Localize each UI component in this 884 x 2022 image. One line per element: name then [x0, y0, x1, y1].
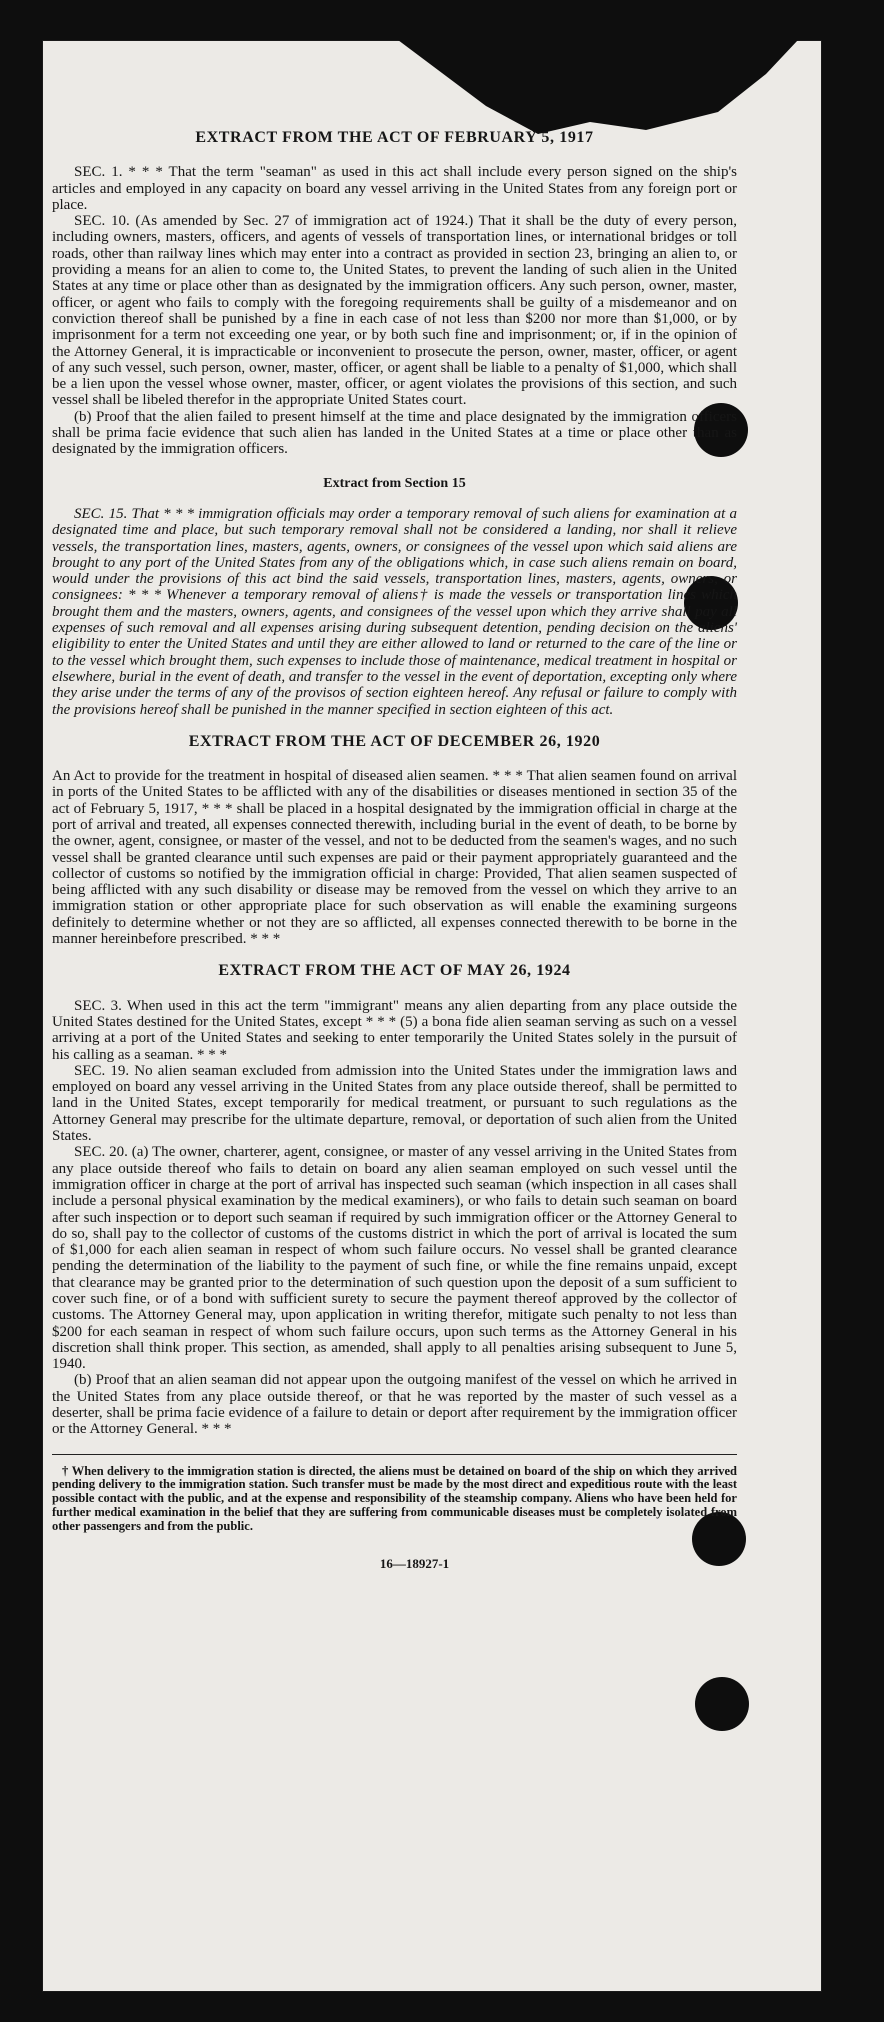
- punch-hole: [695, 1677, 749, 1731]
- footnote-text: † When delivery to the immigration station is directed, the aliens must be detained on board of the ship on which they arrived pending delivery to the immigration station. Such transfer must be made by the most direct and expeditious route with the least possible contact with the public, and at the expense and responsibility of the steamship company. Aliens who have been held for further medical examination in the belief that they are suffering from communicable diseases must be completely isolated from other passengers and from the public.: [52, 1463, 737, 1533]
- sec-20-a-paragraph: SEC. 20. (a) The owner, charterer, agent, consignee, or master of any vessel arriving in the United States from any place outside thereof who fails to detain on board any alien seaman employed on such vessel until the immigration officer in charge at the port of arrival has inspected such seaman (which inspection in all cases shall include a personal physical examination by the medical examiners), or who fails to detain such seaman on board after such inspection or to deport such seaman if required by such immigration officer or the Attorney General to do so, shall pay to the collector of customs of the customs district in which the port of arrival is located the sum of $1,000 for each alien seaman in respect of whom such failure occurs. No vessel shall be granted clearance pending the determination of the liability to the payment of such fine, or while the fine remains unpaid, except that clearance may be granted prior to the determination of such question upon the deposit of a sum sufficient to cover such fine, or of a bond with sufficient surety to secure the payment thereof approved by the collector of customs. The Attorney General may, upon application in writing therefor, mitigate such penalty to not less than $200 for each seaman in respect of whom such failure occurs, upon such terms as the Attorney General in his discretion shall think proper. This section, as amended, shall apply to all penalties arising subsequent to June 5, 1940.: [52, 1144, 737, 1373]
- sec-10-b-paragraph: (b) Proof that the alien failed to present himself at the time and place designated by the immigration officers shall be prima facie evidence that such alien has landed in the United States at a time or place other than as designated by the immigration officers.: [52, 408, 737, 458]
- heading-section-15: Extract from Section 15: [323, 475, 466, 491]
- sec-20-b-paragraph: (b) Proof that an alien seaman did not appear upon the outgoing manifest of the vessel on which he arrived in the United States from any place outside thereof, or that he was reported by the master of such vessel as a deserter, shall be prima facie evidence of a failure to detain or deport after requirement by the immigration officer or the Attorney General. * * *: [52, 1372, 737, 1438]
- heading-act-1917: EXTRACT FROM THE ACT OF FEBRUARY 5, 1917: [195, 129, 594, 146]
- act-1920-paragraph: An Act to provide for the treatment in hospital of diseased alien seamen. * * * That alien seamen found on arrival in ports of the United States to be afflicted with any of the disabilities or diseases mentioned in section 35 of the act of February 5, 1917, * * * shall be placed in a hospital designated by the immigration official in charge at the port of arrival and treated, all expenses connected therewith, including burial in the event of death, to be borne by the owner, agent, consignee, or master of the vessel, and not to be deducted from the seamen's wages, and no such vessel shall be granted clearance until such expenses are paid or their payment appropriately guaranteed and the collector of customs so notified by the immigration official in charge: Provided, That alien seamen suspected of being afflicted with any such disability or disease may be removed from the vessel on which they arrive to an immigration station or other appropriate place for such observation as will enable the examining surgeons definitely to determine whether or not they are so afflicted, all expenses connected therewith to be borne in the manner hereinbefore prescribed. * * *: [52, 768, 737, 948]
- sec-1-paragraph: SEC. 1. * * * That the term "seaman" as used in this act shall include every person signed on the ship's articles and employed in any capacity on board any vessel arriving in the United States from any foreign port or place.: [52, 164, 737, 213]
- sec-10-paragraph: SEC. 10. (As amended by Sec. 27 of immigration act of 1924.) That it shall be the duty of every person, including owners, masters, officers, and agents of vessels of transportation lines, or international bridges or toll roads, other than railway lines which may enter into a contract as provided in section 23, bringing an alien to, or providing a means for an alien to come to, the United States, to prevent the landing of such alien in the United States at any time or place other than as designated by the immigration officers. Any such person, owner, master, officer, or agent who fails to comply with the foregoing requirements shall be guilty of a misdemeanor and on conviction thereof shall be punished by a fine in each case of not less than $200 nor more than $1,000, or by imprisonment for a term not exceeding one year, or by both such fine and imprisonment; or, if in the opinion of the Attorney General, it is impracticable or inconvenient to prosecute the person, owner, master, officer, or agent of any such vessel, such person, owner, master, officer, or agent shall be liable to a penalty of $1,000, which shall be a lien upon the vessel whose owner, master, officer, or agent violates the provisions of this section, and such vessel shall be libeled therefor in the appropriate United States court.: [52, 213, 737, 409]
- sec-15-paragraph: SEC. 15. That * * * immigration officials may order a temporary removal of such aliens for examination at a designated time and place, but such temporary removal shall not be considered a landing, nor shall it relieve vessels, the transportation lines, masters, agents, owners, or consignees of the vessel upon which said aliens are brought to any port of the United States from any of the obligations which, in case such aliens remain on board, would under the provisions of this act bind the said vessels, transportation lines, masters, agents, owners, or consignees: * * * Whenever a temporary removal of aliens† is made the vessels or transportation lines which brought them and the masters, owners, agents, and consignees of the vessel upon which they arrive shall pay all expenses of such removal and all expenses arising during subsequent detention, pending decision on the aliens' eligibility to enter the United States and until they are either allowed to land or returned to the care of the line or to the vessel which brought them, such expenses to include those of maintenance, medical treatment in hospital or elsewhere, burial in the event of death, and transfer to the vessel in the event of deportation, excepting only where they arise under the terms of any of the provisos of section eighteen hereof. Any refusal or failure to comply with the provisions hereof shall be punished in the manner specified in section eighteen of this act.: [52, 505, 737, 718]
- heading-act-1924: EXTRACT FROM THE ACT OF MAY 26, 1924: [218, 962, 571, 980]
- document-body: [52, 130, 737, 1572]
- footnote: [52, 1454, 737, 1534]
- sec-3-paragraph: SEC. 3. When used in this act the term "immigrant" means any alien departing from any place outside the United States destined for the United States, except * * * (5) a bona fide alien seaman serving as such on a vessel arriving at a port of the United States and seeking to enter temporarily the United States solely in the pursuit of his calling as a seaman. * * *: [52, 997, 737, 1063]
- form-code: 16—18927-1: [379, 1555, 450, 1571]
- sec-19-paragraph: SEC. 19. No alien seaman excluded from admission into the United States under the immigration laws and employed on board any vessel arriving in the United States from any place outside thereof, shall be permitted to land in the United States, except temporarily for medical treatment, or pursuant to such regulations as the Attorney General may prescribe for the ultimate departure, removal, or deportation of such alien from the United States.: [52, 1062, 737, 1145]
- heading-act-1920: EXTRACT FROM THE ACT OF DECEMBER 26, 1920: [188, 732, 601, 750]
